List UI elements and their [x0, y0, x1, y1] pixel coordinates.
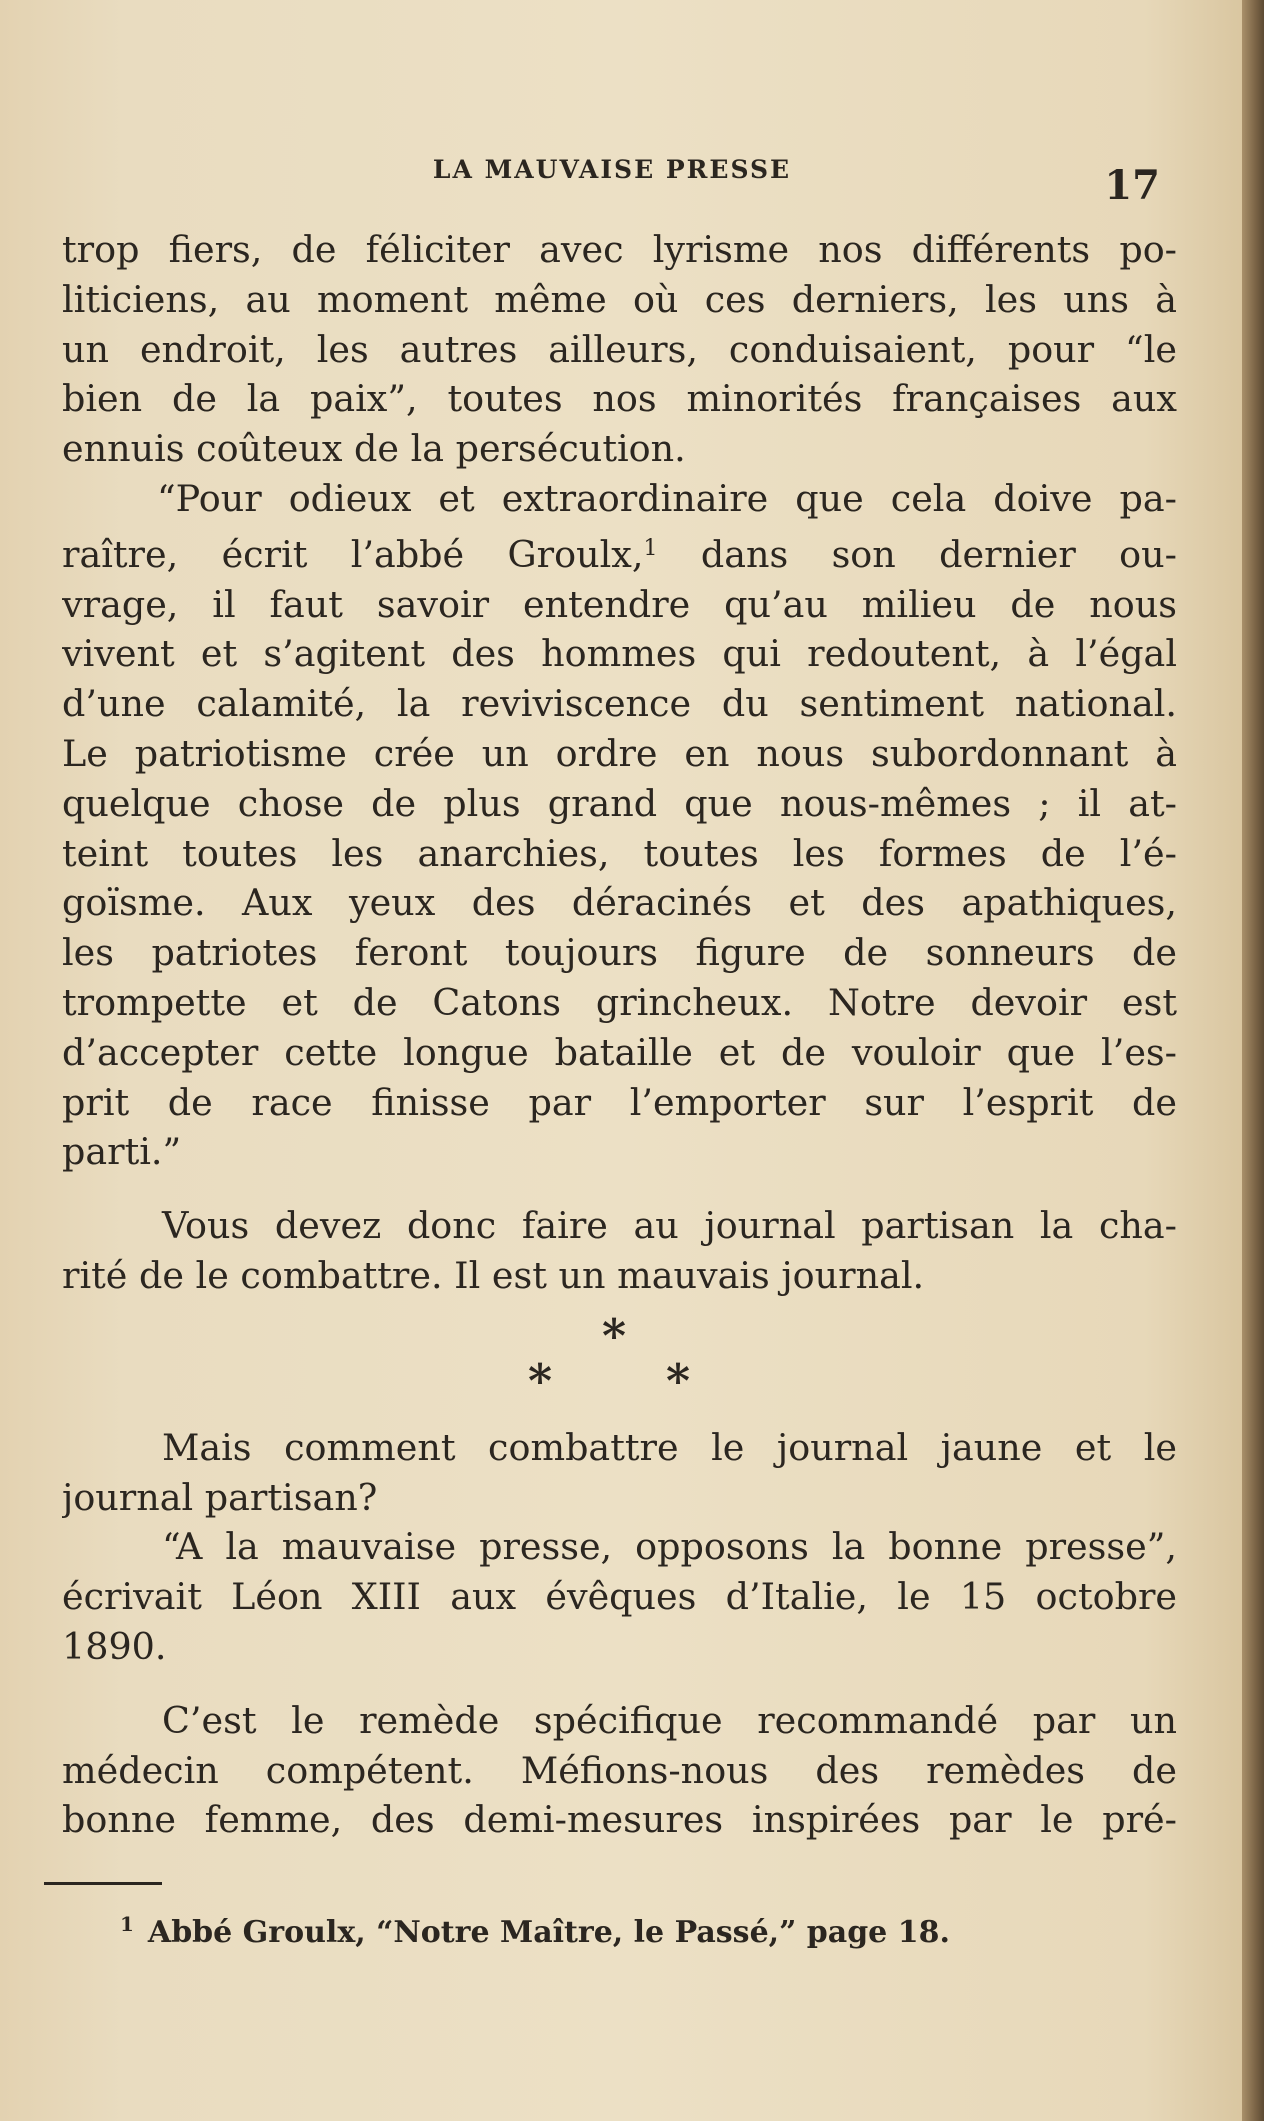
text-line: quelque chose de plus grand que nous-mêmes ; il at- [62, 781, 1177, 825]
text-line: écrivait Léon XIII aux évêques d’Italie, le 15 octobre [62, 1575, 1177, 1619]
footnote-marker: 1 [120, 1912, 134, 1936]
paragraph-3 [62, 1201, 1177, 1301]
text-line: trop fiers, de féliciter avec lyrisme nos différents po- [62, 228, 1177, 271]
text-line: journal partisan? [62, 1475, 378, 1519]
text-line: Vous devez donc faire au journal partisan la cha- [162, 1204, 1177, 1248]
text-line: bonne femme, des demi-mesures inspirées par le pré- [62, 1798, 1177, 1842]
book-spine-edge [1242, 0, 1264, 2121]
text-line: les patriotes feront toujours figure de sonneurs de [62, 931, 1177, 975]
asterisk: * [666, 1353, 691, 1408]
text-line: “A la mauvaise presse, opposons la bonne presse”, [162, 1525, 1177, 1569]
asterisk: * [602, 1308, 627, 1363]
asterisk: * [528, 1353, 553, 1408]
text-line: vrage, il faut savoir entendre qu’au milieu de nous [62, 582, 1177, 626]
asterism [62, 1308, 1177, 1423]
body-text [62, 225, 1177, 1845]
text-line: “Pour odieux et extraordinaire que cela doive pa- [157, 476, 1177, 520]
text-line: d’une calamité, la reviviscence du sentiment national. [62, 682, 1177, 726]
text-fragment: raître, écrit l’abbé Groulx, [62, 532, 644, 576]
paragraph-4 [62, 1423, 1177, 1523]
text-line: ennuis coûteux de la persécution. [62, 427, 686, 471]
paragraph-1 [62, 225, 1177, 474]
text-line: goïsme. Aux yeux des déracinés et des apathiques, [62, 881, 1177, 925]
text-line: rité de le combattre. Il est un mauvais journal. [62, 1253, 925, 1297]
text-line: d’accepter cette longue bataille et de vouloir que l’es- [62, 1030, 1177, 1074]
text-line: 1890. [62, 1624, 167, 1668]
text-line: Mais comment combattre le journal jaune et le [162, 1425, 1177, 1469]
text-line: bien de la paix”, toutes nos minorités françaises aux [62, 377, 1177, 421]
text-line: vivent et s’agitent des hommes qui redoutent, à l’égal [62, 632, 1177, 676]
page-number: 17 [1104, 162, 1160, 209]
text-fragment: dans son dernier ou- [657, 532, 1177, 576]
footnote [120, 1912, 1220, 1950]
paragraph-gap [62, 1177, 1177, 1201]
text-line: prit de race finisse par l’emporter sur l’esprit de [62, 1080, 1177, 1124]
text-line: trompette et de Catons grincheux. Notre devoir est [62, 980, 1177, 1024]
paragraph-6 [62, 1696, 1177, 1845]
paragraph-5 [62, 1522, 1177, 1671]
text-line: teint toutes les anarchies, toutes les formes de l’é- [62, 831, 1177, 875]
running-head: LA MAUVAISE PRESSE [432, 155, 792, 184]
text-line: liticiens, au moment même où ces derniers, les uns à [62, 277, 1177, 321]
text-line: Le patriotisme crée un ordre en nous subordonnant à [62, 731, 1177, 775]
footnote-text: Abbé Groulx, “Notre Maître, le Passé,” page 18. [147, 1915, 950, 1950]
text-line: parti.” [62, 1130, 182, 1174]
text-line: médecin compétent. Méfions-nous des remèdes de [62, 1748, 1177, 1792]
paragraph-gap [62, 1672, 1177, 1696]
text-line [62, 524, 1177, 580]
footnote-rule [44, 1882, 162, 1885]
paragraph-2-quote [62, 474, 1177, 1177]
footnote-reference[interactable]: 1 [643, 535, 658, 561]
text-line: C’est le remède spécifique recommandé par un [162, 1698, 1177, 1742]
text-line: un endroit, les autres ailleurs, conduisaient, pour “le [62, 327, 1177, 371]
